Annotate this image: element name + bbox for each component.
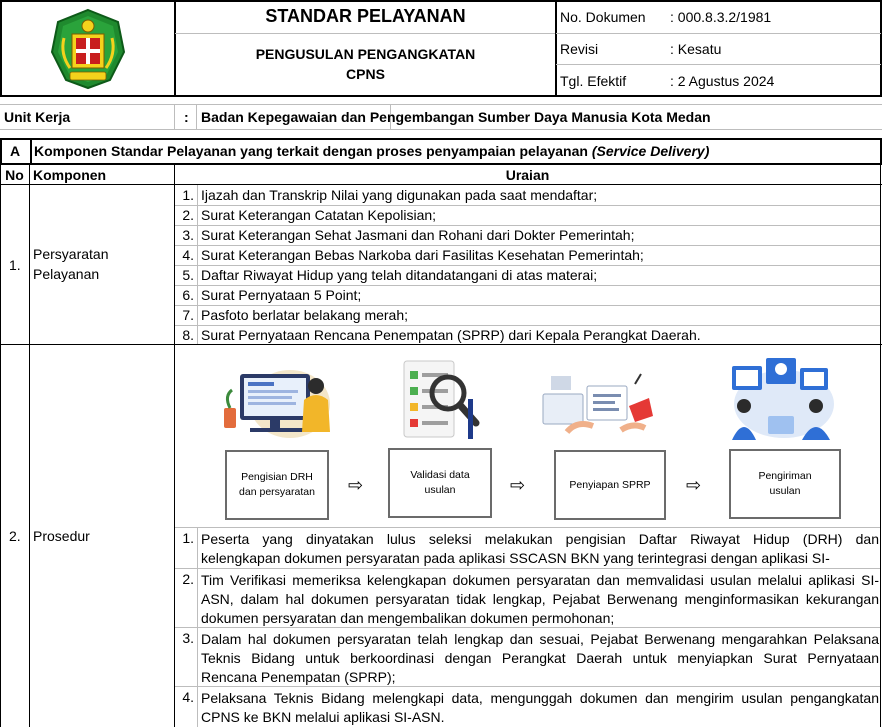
persyaratan-item-text: Surat Pernyataan Rencana Penempatan (SPRP) dari Kepala Perangkat Daerah. [201,327,701,343]
meta-label-dokumen: No. Dokumen [560,9,646,25]
send-documents-illustration-icon [722,356,840,442]
prosedur-step-num: 3. [182,630,194,646]
flow-step-label: Pengisian DRH [241,471,313,483]
flow-step-box-3 [554,450,666,520]
prosedur-step-text [201,571,879,628]
prosedur-step-text [201,689,879,727]
section-title-text: Komponen Standar Pelayanan yang terkait dengan proses penyampaian pelayanan [34,143,588,159]
flow-illustration-2 [398,355,482,443]
row-persyaratan-no: 1. [9,257,21,273]
persyaratan-item-num: 6. [182,287,194,303]
prosedur-step-line: ASN, dalam hal dokumen persyaratan tidak lengkap, Pejabat Berwenang menginformasikan kekurangan [201,591,879,607]
persyaratan-item-num: 3. [182,227,194,243]
flow-step-box-2 [388,448,492,518]
row-prosedur-komponen: Prosedur [33,528,90,544]
meta-value-revisi: : Kesatu [670,41,722,57]
flow-step-label: Validasi data [410,469,470,481]
persyaratan-item-num: 1. [182,187,194,203]
unit-kerja-colon: : [184,109,189,125]
persyaratan-item-num: 7. [182,307,194,323]
section-title [34,143,709,159]
section-title-italic: (Service Delivery) [591,143,710,159]
document-title: STANDAR PELAYANAN [265,6,466,26]
flow-step-label: Penyiapan SPRP [569,478,651,491]
persyaratan-item-text: Ijazah dan Transkrip Nilai yang digunakan pada saat mendaftar; [201,187,598,203]
col-header-komponen: Komponen [33,167,107,183]
persyaratan-item-text: Pasfoto berlatar belakang merah; [201,307,409,323]
prosedur-step-num: 4. [182,689,194,705]
persyaratan-item-text: Daftar Riwayat Hidup yang telah ditandatangani di atas materai; [201,267,598,283]
prosedur-step-line: Peserta yang dinyatakan lulus seleksi melakukan pengisian Daftar Riwayat Hidup (DRH) dan [201,531,879,547]
col-header-no: No [5,167,24,183]
flow-arrow-icon: ⇨ [510,475,526,495]
prosedur-step-num: 1. [182,530,194,546]
meta-value-tgl-efektif: : 2 Agustus 2024 [670,73,775,89]
meta-label-revisi: Revisi [560,41,599,57]
flow-step-box-4 [729,449,841,519]
flow-arrow-icon: ⇨ [348,475,364,495]
prosedur-step-line: Teknis Bidang untuk berkoordinasi dengan Perangkat Daerah untuk menyiapkan Surat Pernyataan [201,650,879,666]
flow-illustration-3 [537,370,661,440]
prosedur-step-text [201,530,879,568]
meta-label-tgl-efektif: Tgl. Efektif [560,73,627,89]
flow-step-box-1 [225,450,329,520]
city-seal-icon [48,8,128,90]
prosedur-step-line: Pelaksana Teknis Bidang melengkapi data, mengunggah dokumen dan mengirim usulan pengangkatan [201,690,879,706]
document-subtitle-line1: PENGUSULAN PENGANGKATAN [255,46,476,62]
prosedur-step-line: Tim Verifikasi memeriksa kelengkapan dokumen persyaratan dan memvalidasi usulan melalui aplikasi SI- [201,572,879,588]
section-letter: A [9,143,21,159]
row-prosedur-no: 2. [9,528,21,544]
flow-step-label: usulan [424,484,456,496]
persyaratan-item-text: Surat Keterangan Sehat Jasmani dan Rohani dari Dokter Pemerintah; [201,227,635,243]
flow-arrow-icon: ⇨ [686,475,702,495]
city-seal-logo [48,8,128,90]
unit-kerja-value: Badan Kepegawaian dan Pengembangan Sumber Daya Manusia Kota Medan [201,109,711,125]
document-preparation-illustration-icon [537,370,661,440]
persyaratan-item-num: 2. [182,207,194,223]
unit-kerja-label: Unit Kerja [4,109,71,125]
computer-user-illustration-icon [220,360,338,440]
flow-step-label: Pengiriman [758,470,812,482]
persyaratan-item-num: 5. [182,267,194,283]
prosedur-step-line: kelengkapan dokumen persyaratan pada aplikasi SSCASN BKN yang terintegrasi dengan aplikasi SI- [201,550,830,566]
prosedur-step-line: Rencana Penempatan (SPRP); [201,669,396,685]
flow-step-label: usulan [769,485,801,497]
prosedur-step-text [201,630,879,687]
col-header-uraian: Uraian [505,167,550,183]
row-persyaratan-komponen-line2: Pelayanan [33,266,100,282]
persyaratan-item-num: 4. [182,247,194,263]
flow-step-label: dan persyaratan [239,486,315,498]
flow-illustration-4 [722,356,840,442]
row-persyaratan-komponen-line1: Persyaratan [33,246,109,262]
meta-value-dokumen: : 000.8.3.2/1981 [670,9,772,25]
persyaratan-item-text: Surat Pernyataan 5 Point; [201,287,362,303]
checklist-magnifier-illustration-icon [398,355,482,443]
persyaratan-item-text: Surat Keterangan Catatan Kepolisian; [201,207,437,223]
document-subtitle-line2: CPNS [346,66,385,82]
prosedur-step-line: Dalam hal dokumen persyaratan telah lengkap dan sesuai, Pejabat Berwenang mengarahkan Pelaksana [201,631,879,647]
persyaratan-item-text: Surat Keterangan Bebas Narkoba dari Fasilitas Kesehatan Pemerintah; [201,247,644,263]
prosedur-step-num: 2. [182,571,194,587]
prosedur-step-line: dokumen persyaratan dan mengembalikan dokumen permohonan; [201,610,615,626]
prosedur-step-line: CPNS ke BKN melalui aplikasi SI-ASN. [201,709,445,725]
persyaratan-item-num: 8. [182,327,194,343]
flow-illustration-1 [220,360,338,440]
